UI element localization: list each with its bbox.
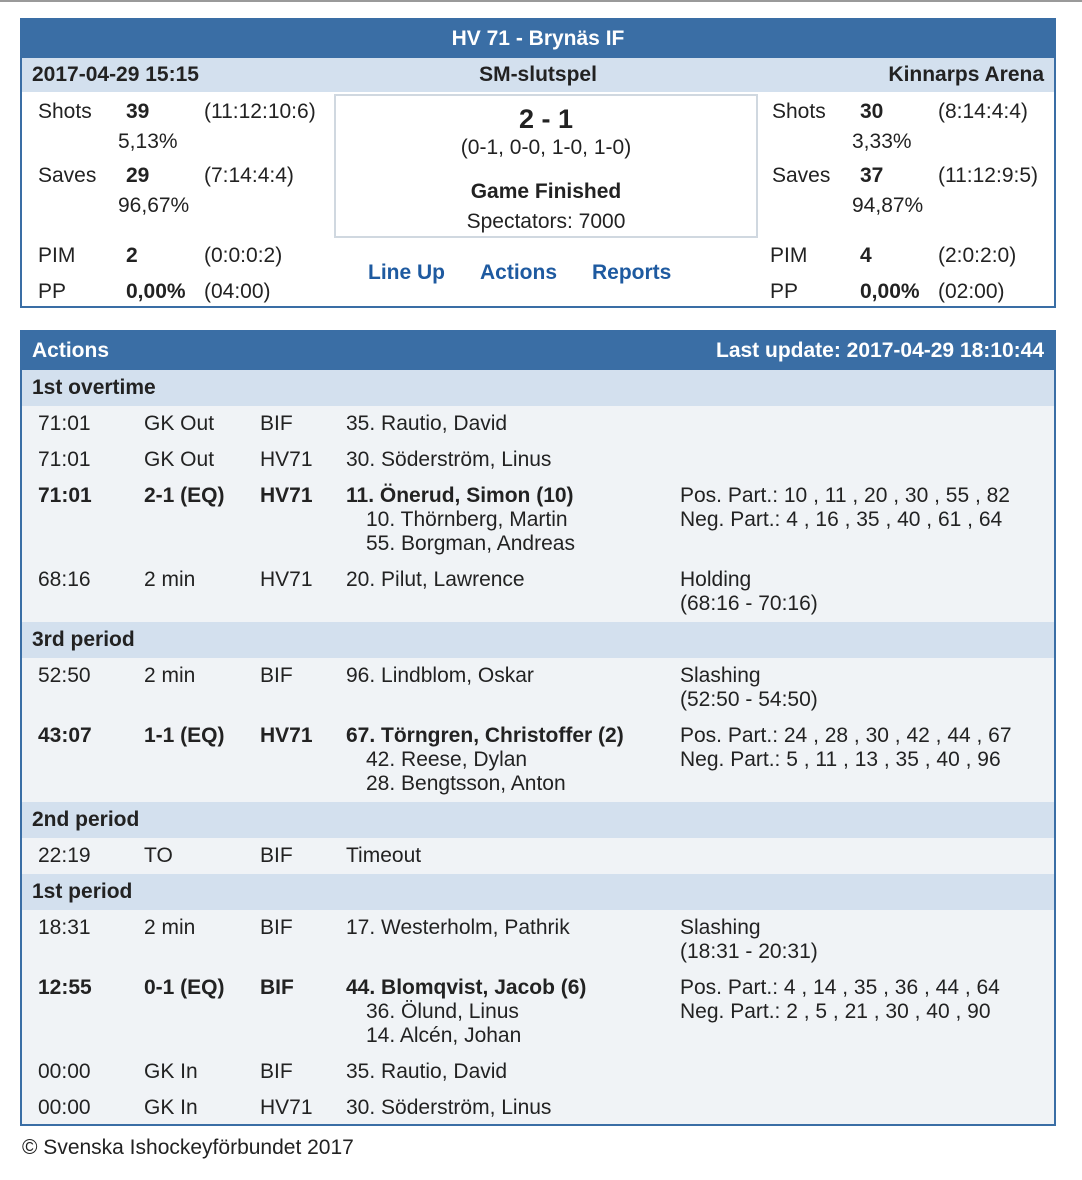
score-box [334, 94, 758, 238]
copyright-footer: © Svenska Ishockeyförbundet 2017 [22, 1136, 354, 1159]
goal-players [346, 724, 624, 796]
event-time: 12:55 [38, 976, 92, 999]
event-team: BIF [260, 664, 293, 687]
game-status: Game Finished [470, 180, 622, 203]
event-player: 30. Söderström, Linus [346, 1096, 552, 1119]
event-type: GK Out [144, 412, 215, 435]
event-type: 2-1 (EQ) [144, 484, 225, 507]
event-team: HV71 [260, 724, 313, 747]
away-shots-split: (8:14:4:4) [938, 100, 1028, 123]
period-header-3rd-period: 3rd period [22, 622, 1054, 658]
goal-players [346, 976, 586, 1048]
home-shots-value: 39 [126, 100, 150, 123]
away-shots-label: Shots [772, 100, 826, 123]
assist-player: 10. Thörnberg, Martin [366, 508, 568, 531]
home-saves-label: Saves [38, 164, 97, 187]
away-pp-value: 0,00% [860, 280, 920, 303]
goal-scorer: 67. Törngren, Christoffer (2) [346, 724, 624, 747]
event-time: 18:31 [38, 916, 91, 939]
home-saves-pct: 96,67% [118, 194, 190, 217]
pos-participants: Pos. Part.: 4 , 14 , 35 , 36 , 44 , 64 [680, 976, 1000, 999]
event-player: Timeout [346, 844, 422, 867]
event-team: HV71 [260, 1096, 313, 1119]
away-shots-pct: 3,33% [852, 130, 912, 153]
goal-players [346, 484, 575, 556]
penalty-time: (52:50 - 54:50) [680, 688, 818, 711]
event-player: 20. Pilut, Lawrence [346, 568, 525, 591]
event-time: 43:07 [38, 724, 92, 747]
away-saves-value: 37 [860, 164, 884, 187]
penalty-reason: Slashing [680, 916, 761, 939]
period-header-1st-overtime: 1st overtime [22, 370, 1054, 406]
event-player: 30. Söderström, Linus [346, 448, 552, 471]
away-shots-value: 30 [860, 100, 884, 123]
away-saves-pct: 94,87% [852, 194, 924, 217]
home-saves-split: (7:14:4:4) [204, 164, 294, 187]
neg-participants: Neg. Part.: 4 , 16 , 35 , 40 , 61 , 64 [680, 508, 1003, 531]
spectators: Spectators: 7000 [466, 210, 626, 233]
away-pim-value: 4 [860, 244, 872, 267]
penalty-time: (18:31 - 20:31) [680, 940, 818, 963]
event-type: GK Out [144, 448, 215, 471]
top-divider [0, 0, 1082, 2]
game-title: HV 71 - Brynäs IF [22, 20, 1054, 58]
event-team: BIF [260, 976, 294, 999]
event-type: TO [144, 844, 173, 867]
league-name: SM-slutspel [479, 63, 597, 86]
away-saves-split: (11:12:9:5) [938, 164, 1039, 187]
neg-participants: Neg. Part.: 5 , 11 , 13 , 35 , 40 , 96 [680, 748, 1001, 771]
home-pim-split: (0:0:0:2) [204, 244, 283, 267]
event-type: 2 min [144, 916, 196, 939]
final-score: 2 - 1 [518, 104, 574, 134]
home-pim-value: 2 [126, 244, 138, 267]
lineup-link[interactable]: Line Up [368, 261, 445, 284]
event-team: BIF [260, 412, 293, 435]
event-type: 2 min [144, 664, 196, 687]
assist-player: 28. Bengtsson, Anton [366, 772, 566, 795]
home-pp-label: PP [38, 280, 67, 303]
home-pp-time: (04:00) [204, 280, 271, 303]
event-player: 17. Westerholm, Pathrik [346, 916, 570, 939]
pos-participants: Pos. Part.: 10 , 11 , 20 , 30 , 55 , 82 [680, 484, 1010, 507]
event-player: 96. Lindblom, Oskar [346, 664, 534, 687]
game-info-bar [22, 58, 1054, 92]
penalty-info [680, 664, 818, 712]
event-team: HV71 [260, 484, 313, 507]
participants [680, 724, 1012, 772]
assist-player: 55. Borgman, Andreas [366, 532, 575, 555]
penalty-time: (68:16 - 70:16) [680, 592, 818, 615]
home-pim-label: PIM [38, 244, 76, 267]
arena-name: Kinnarps Arena [888, 63, 1044, 86]
neg-participants: Neg. Part.: 2 , 5 , 21 , 30 , 40 , 90 [680, 1000, 991, 1023]
actions-header [22, 332, 1054, 370]
away-pp-label: PP [770, 280, 799, 303]
home-saves-value: 29 [126, 164, 150, 187]
event-time: 00:00 [38, 1096, 91, 1119]
event-team: BIF [260, 1060, 293, 1083]
goal-scorer: 44. Blomqvist, Jacob (6) [346, 976, 587, 999]
goal-scorer: 11. Önerud, Simon (10) [346, 484, 574, 507]
period-header-2nd-period: 2nd period [22, 802, 1054, 838]
home-shots-label: Shots [38, 100, 92, 123]
penalty-info [680, 568, 818, 616]
event-type: 0-1 (EQ) [144, 976, 225, 999]
event-time: 52:50 [38, 664, 91, 687]
event-type: 1-1 (EQ) [144, 724, 225, 747]
event-team: HV71 [260, 568, 313, 591]
game-panel [20, 18, 1056, 308]
participants [680, 484, 1010, 532]
event-time: 71:01 [38, 484, 92, 507]
home-shots-pct: 5,13% [118, 130, 178, 153]
event-player: 35. Rautio, David [346, 1060, 508, 1083]
last-update: Last update: 2017-04-29 18:10:44 [716, 339, 1044, 362]
participants [680, 976, 1000, 1024]
event-team: HV71 [260, 448, 313, 471]
home-shots-split: (11:12:10:6) [204, 100, 316, 123]
away-pp-time: (02:00) [938, 280, 1005, 303]
penalty-reason: Holding [680, 568, 752, 591]
away-saves-label: Saves [772, 164, 831, 187]
event-type: 2 min [144, 568, 196, 591]
penalty-info [680, 916, 818, 964]
event-player: 35. Rautio, David [346, 412, 508, 435]
event-type: GK In [144, 1096, 198, 1119]
actions-link[interactable]: Actions [480, 261, 558, 284]
event-team: BIF [260, 916, 293, 939]
period-scores: (0-1, 0-0, 1-0, 1-0) [460, 136, 632, 159]
away-pim-label: PIM [770, 244, 808, 267]
actions-title: Actions [32, 339, 110, 362]
event-time: 71:01 [38, 448, 91, 471]
event-time: 00:00 [38, 1060, 91, 1083]
event-time: 22:19 [38, 844, 91, 867]
event-team: BIF [260, 844, 293, 867]
assist-player: 14. Alcén, Johan [366, 1024, 522, 1047]
reports-link[interactable]: Reports [592, 261, 672, 284]
event-time: 71:01 [38, 412, 91, 435]
actions-panel [20, 330, 1056, 1126]
pos-participants: Pos. Part.: 24 , 28 , 30 , 42 , 44 , 67 [680, 724, 1012, 747]
game-date: 2017-04-29 15:15 [32, 63, 199, 86]
penalty-reason: Slashing [680, 664, 761, 687]
assist-player: 42. Reese, Dylan [366, 748, 528, 771]
away-pim-split: (2:0:2:0) [938, 244, 1017, 267]
event-time: 68:16 [38, 568, 91, 591]
assist-player: 36. Ölund, Linus [366, 1000, 519, 1023]
home-pp-value: 0,00% [126, 280, 186, 303]
event-type: GK In [144, 1060, 198, 1083]
period-header-1st-period: 1st period [22, 874, 1054, 910]
